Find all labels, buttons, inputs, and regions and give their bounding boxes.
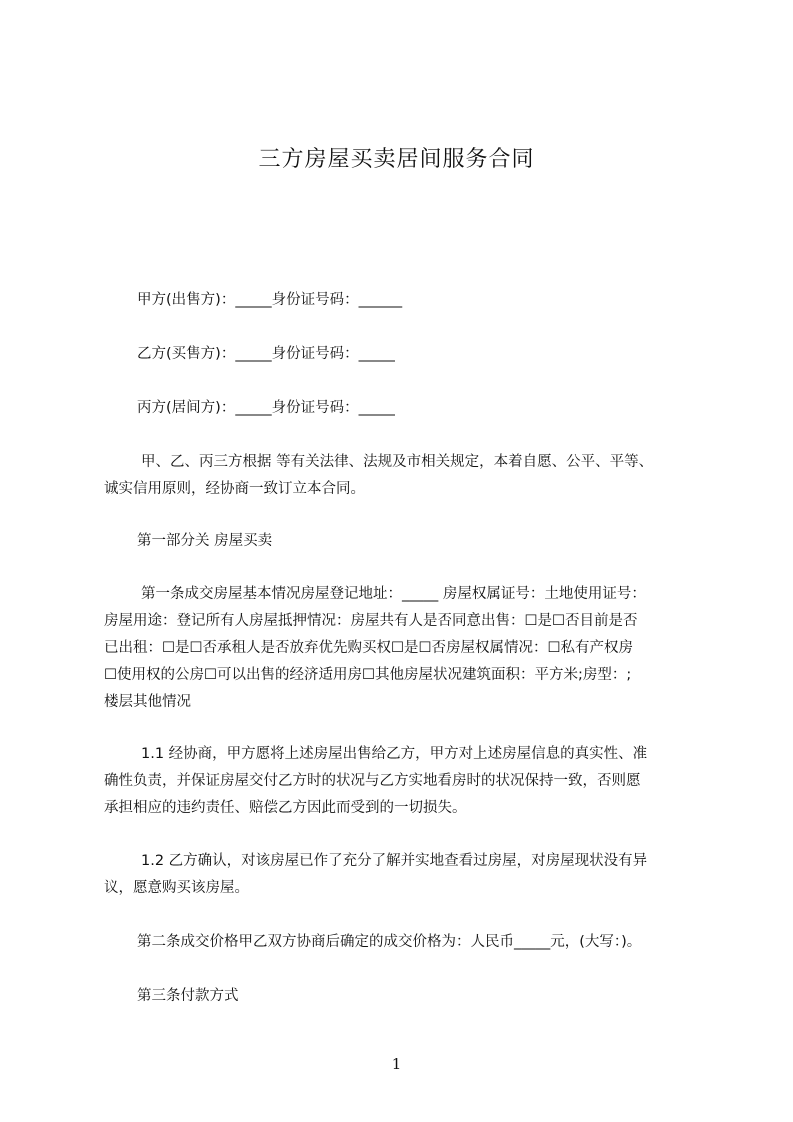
intro-line-2: 诚实信用原则，经协商一致订立本合同。 <box>104 481 365 497</box>
article1-line-4: ☐使用权的公房☐可以出售的经济适用房☐其他房屋状况建筑面积：平方米;房型：; <box>104 667 632 683</box>
intro-line-1: 甲、乙、丙三方根据 等有关法律、法规及市相关规定，本着自愿、公平、平等、 <box>141 454 654 470</box>
article3-heading: 第三条付款方式 <box>137 988 239 1004</box>
party-b-line: 乙方(买售方)：_____身份证号码：_____ <box>137 346 395 362</box>
article1-line-2: 房屋用途：登记所有人房屋抵押情况：房屋共有人是否同意出售：☐是☐否目前是否 <box>104 613 638 629</box>
part1-heading: 第一部分关 房屋买卖 <box>137 533 273 549</box>
party-c-line: 丙方(居间方)：_____身份证号码：_____ <box>137 400 395 416</box>
page-title: 三方房屋买卖居间服务合同 <box>258 147 535 172</box>
clause-1-2-line-1: 1.2 乙方确认，对该房屋已作了充分了解并实地查看过房屋，对房屋现状没有异 <box>141 853 648 869</box>
article1-line-1: 第一条成交房屋基本情况房屋登记地址：_____ 房屋权属证号：土地使用证号： <box>141 586 646 602</box>
page-number: 1 <box>391 1055 402 1073</box>
article1-line-3: 已出租：☐是☐否承租人是否放弃优先购买权☐是☐否房屋权属情况：☐私有产权房 <box>104 640 633 656</box>
article2-line: 第二条成交价格甲乙双方协商后确定的成交价格为：人民币_____元，(大写：)。 <box>137 934 642 950</box>
clause-1-1-line-3: 承担相应的违约责任、赔偿乙方因此而受到的一切损失。 <box>104 800 467 816</box>
clause-1-2-line-2: 议，愿意购买该房屋。 <box>104 880 249 896</box>
party-a-line: 甲方(出售方)：_____身份证号码：______ <box>137 292 403 308</box>
clause-1-1-line-1: 1.1 经协商，甲方愿将上述房屋出售给乙方，甲方对上述房屋信息的真实性、准 <box>141 746 648 762</box>
clause-1-1-line-2: 确性负责，并保证房屋交付乙方时的状况与乙方实地看房时的状况保持一致，否则愿 <box>104 773 641 789</box>
article1-line-5: 楼层其他情况 <box>104 694 191 710</box>
